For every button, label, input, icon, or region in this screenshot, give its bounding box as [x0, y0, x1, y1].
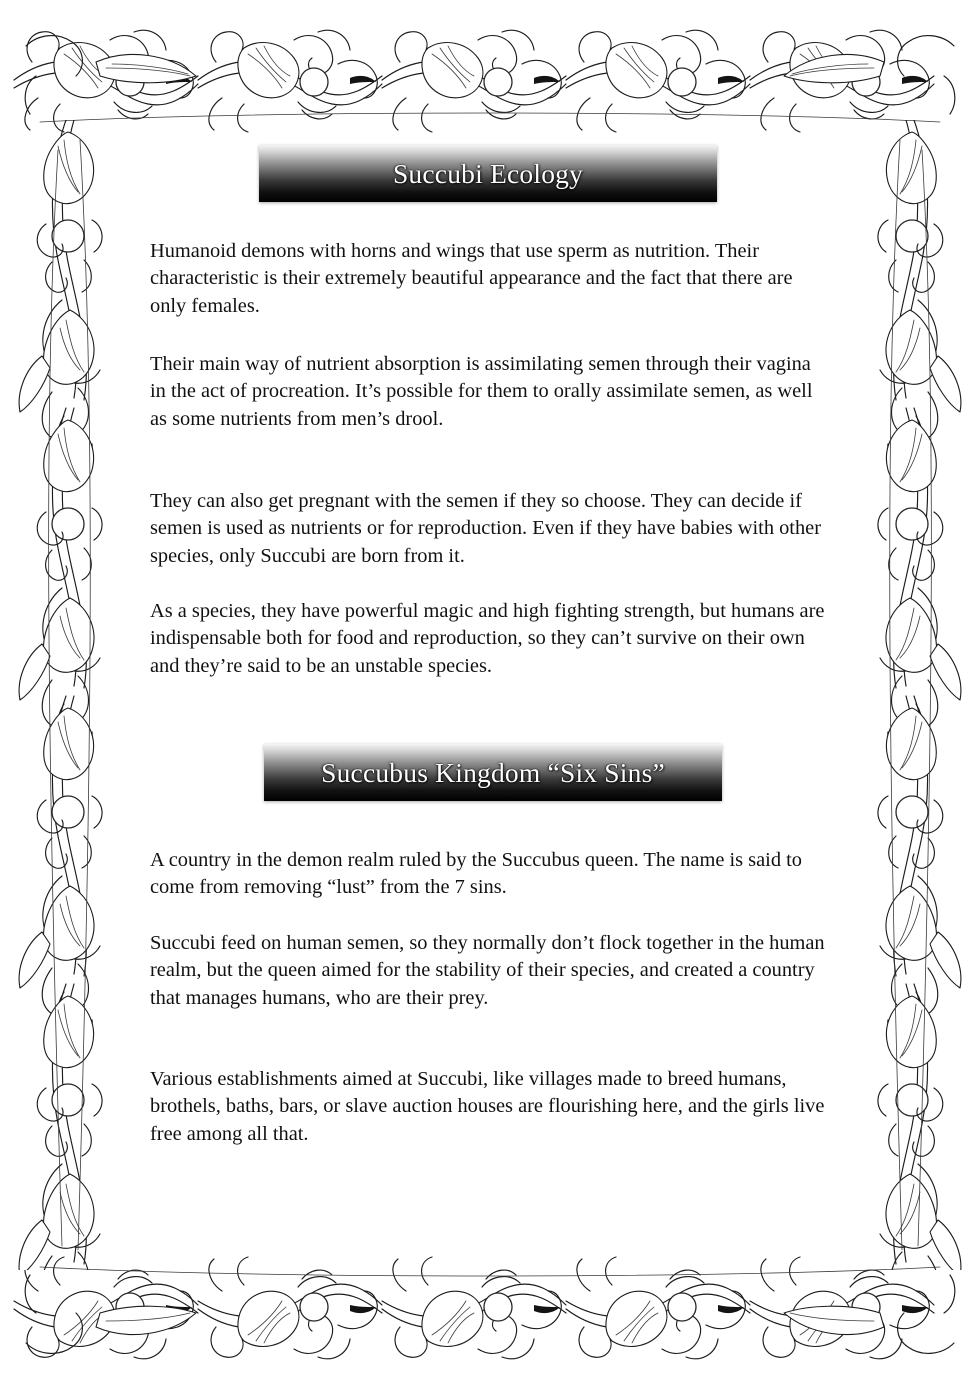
border-ornament-left	[8, 120, 130, 1270]
paragraph-ecology-2: Their main way of nutrient absorption is assimilating semen through their vagina in the act of procreation. It’s possible for them to orally assimilate semen, as well as some nutrients from men’s drool.	[150, 353, 813, 430]
paragraph-kingdom-2: Succubi feed on human semen, so they normally don’t flock together in the human realm, but the queen aimed for the stability of their species, and created a country that manages humans, who are their prey.	[150, 932, 825, 1009]
document-content	[148, 0, 832, 1389]
section-heading-banner-ecology	[259, 145, 717, 202]
section-heading-title-ecology: Succubi Ecology	[392, 157, 584, 189]
paragraph-ecology-4: As a species, they have powerful magic and high fighting strength, but humans are indispensable both for food and reproduction, so they can’t survive on their own and they’re said to be an unstable species.	[150, 600, 825, 677]
paragraph-ecology-1: Humanoid demons with horns and wings that use sperm as nutrition. Their characteristic is their extremely beautiful appearance and the fact that there are only females.	[150, 240, 793, 317]
section-heading-title-kingdom: Succubus Kingdom “Six Sins”	[321, 756, 665, 788]
paragraph-kingdom-3: Various establishments aimed at Succubi, like villages made to breed humans, brothels, baths, bars, or slave auction houses are flourishing here, and the girls live free among all that.	[150, 1068, 825, 1145]
section-heading-banner-kingdom	[264, 744, 722, 801]
paragraph-ecology-3: They can also get pregnant with the semen if they so choose. They can decide if semen is used as nutrients or for reproduction. Even if they have babies with other species, only Succubi are born from it.	[150, 490, 822, 567]
border-ornament-right	[850, 120, 972, 1270]
paragraph-kingdom-1: A country in the demon realm ruled by the Succubus queen. The name is said to come from removing “lust” from the 7 sins.	[150, 849, 802, 899]
